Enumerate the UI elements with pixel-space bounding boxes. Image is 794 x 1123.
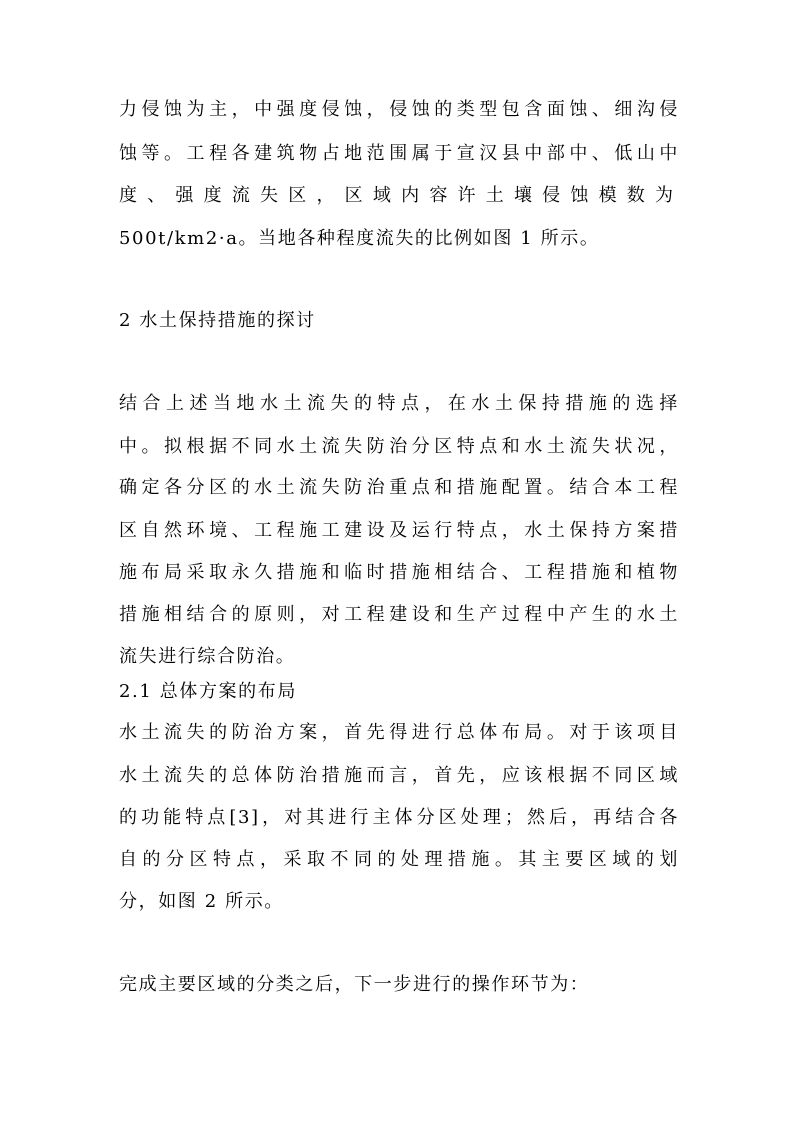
paragraph-line: 措施相结合的原则，对工程建设和生产过程中产生的水土	[119, 604, 679, 625]
paragraph-line: 中。拟根据不同水土流失防治分区特点和水土流失状况，	[119, 436, 679, 457]
section-heading: 2 水土保持措施的探讨	[119, 310, 316, 331]
paragraph-line: 分，如图 2 所示。	[119, 891, 284, 912]
paragraph-line: 确定各分区的水土流失防治重点和措施配置。结合本工程	[119, 477, 679, 498]
paragraph-line: 度、强度流失区，区域内容许土壤侵蚀模数为	[119, 185, 679, 206]
paragraph-line: 结合上述当地水土流失的特点，在水土保持措施的选择	[119, 393, 679, 414]
paragraph-line: 水土流失的防治方案，首先得进行总体布局。对于该项目	[119, 722, 679, 743]
paragraph-line: 区自然环境、工程施工建设及运行特点，水土保持方案措	[119, 520, 679, 541]
paragraph-line: 水土流失的总体防治措施而言，首先，应该根据不同区域	[119, 765, 679, 786]
subsection-heading: 2.1 总体方案的布局	[119, 681, 297, 702]
paragraph-line: 500t/km2·a。当地各种程度流失的比例如图 1 所示。	[119, 228, 600, 249]
paragraph-line: 的功能特点[3]，对其进行主体分区处理；然后，再结合各	[119, 807, 679, 828]
paragraph-line: 施布局采取永久措施和临时措施相结合、工程措施和植物	[119, 562, 679, 583]
paragraph-line: 蚀等。工程各建筑物占地范围属于宣汉县中部中、低山中	[119, 143, 679, 164]
paragraph-line: 流失进行综合防治。	[119, 646, 296, 667]
paragraph-line: 自的分区特点，采取不同的处理措施。其主要区域的划	[119, 849, 679, 870]
paragraph-line: 完成主要区域的分类之后，下一步进行的操作环节为：	[119, 974, 590, 995]
paragraph-line: 力侵蚀为主，中强度侵蚀，侵蚀的类型包含面蚀、细沟侵	[119, 99, 679, 120]
